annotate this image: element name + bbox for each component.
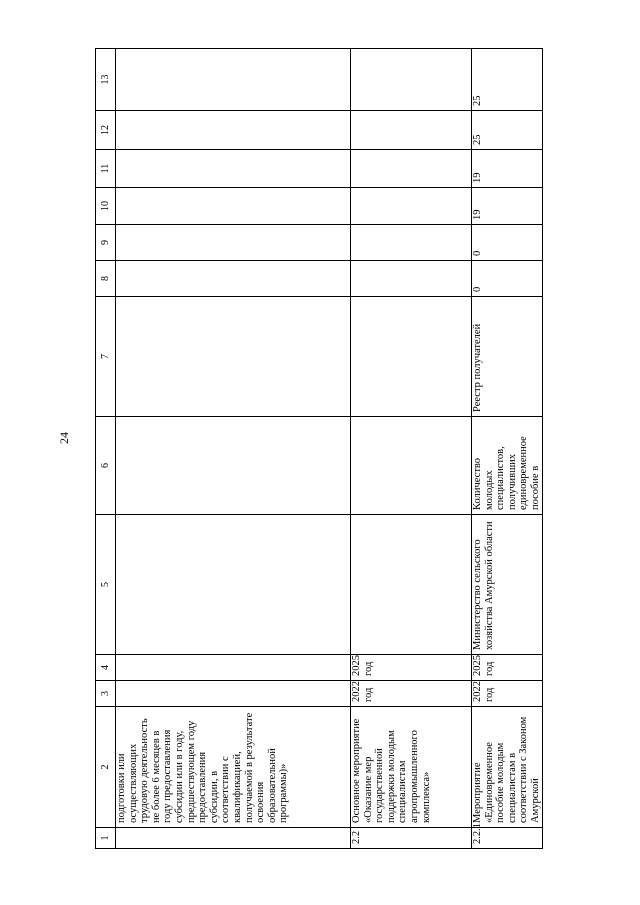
cell-value bbox=[351, 261, 472, 297]
cell-indicator bbox=[116, 417, 351, 515]
header-cell: 1 bbox=[96, 828, 116, 849]
header-cell: 13 bbox=[96, 49, 116, 111]
table-row bbox=[351, 49, 472, 849]
cell-value bbox=[351, 49, 472, 111]
header-cell: 3 bbox=[96, 681, 116, 707]
cell-value bbox=[116, 188, 351, 225]
cell-name: подготовки или осуществляющих трудовую деятельность не более 6 месяцев в году предоставления субсидии или в году, предшествующем году предоставления субсидии, в соответствии с квалификацией, получаемой в результате освоения образовательной программы)» bbox=[116, 707, 351, 828]
cell-name: Основное мероприятие «Оказание мер государственной поддержки молодым специалистам агропромышленного комплекса» bbox=[351, 707, 472, 828]
cell-end-year bbox=[116, 655, 351, 681]
cell-name: Мероприятие «Единовременное пособие молодым специалистам в соответствии с Законом Амурской bbox=[472, 707, 543, 828]
cell-executor: Министерство сельского хозяйства Амурской области bbox=[472, 515, 543, 655]
cell-end-year: 2025 год bbox=[472, 655, 543, 681]
cell-end-year: 2025 год bbox=[351, 655, 472, 681]
header-cell: 10 bbox=[96, 188, 116, 225]
header-cell: 12 bbox=[96, 111, 116, 150]
cell-start-year bbox=[116, 681, 351, 707]
cell-indicator bbox=[351, 417, 472, 515]
cell-number: 2.2 bbox=[351, 828, 472, 849]
header-cell: 2 bbox=[96, 707, 116, 828]
table-row bbox=[116, 49, 351, 849]
cell-source: Реестр получателей bbox=[472, 297, 543, 417]
header-cell: 11 bbox=[96, 150, 116, 188]
cell-value bbox=[351, 111, 472, 150]
cell-value bbox=[351, 150, 472, 188]
cell-value: 19 bbox=[472, 188, 543, 225]
page-number: 24 bbox=[57, 432, 71, 444]
table-row bbox=[472, 49, 543, 849]
header-cell: 5 bbox=[96, 515, 116, 655]
cell-value: 25 bbox=[472, 49, 543, 111]
cell-source bbox=[116, 297, 351, 417]
header-cell: 6 bbox=[96, 417, 116, 515]
cell-value: 19 bbox=[472, 150, 543, 188]
cell-value bbox=[116, 150, 351, 188]
cell-number: 2.2.1 bbox=[472, 828, 543, 849]
cell-start-year: 2022 год bbox=[351, 681, 472, 707]
cell-executor bbox=[116, 515, 351, 655]
cell-value bbox=[116, 49, 351, 111]
header-cell: 4 bbox=[96, 655, 116, 681]
cell-value bbox=[116, 261, 351, 297]
cell-start-year: 2022 год bbox=[472, 681, 543, 707]
header-cell: 8 bbox=[96, 261, 116, 297]
program-measures-table bbox=[95, 48, 543, 849]
cell-value: 25 bbox=[472, 111, 543, 150]
cell-value bbox=[351, 225, 472, 261]
rotated-table-container bbox=[95, 69, 541, 849]
cell-value: 0 bbox=[472, 225, 543, 261]
cell-value: 0 bbox=[472, 261, 543, 297]
cell-executor bbox=[351, 515, 472, 655]
cell-value bbox=[116, 225, 351, 261]
cell-value bbox=[116, 111, 351, 150]
header-cell: 7 bbox=[96, 297, 116, 417]
header-cell: 9 bbox=[96, 225, 116, 261]
cell-source bbox=[351, 297, 472, 417]
cell-value bbox=[351, 188, 472, 225]
cell-number bbox=[116, 828, 351, 849]
cell-indicator: Количество молодых специалистов, получивших единовременное пособие в bbox=[472, 417, 543, 515]
table-header-row bbox=[96, 49, 116, 849]
